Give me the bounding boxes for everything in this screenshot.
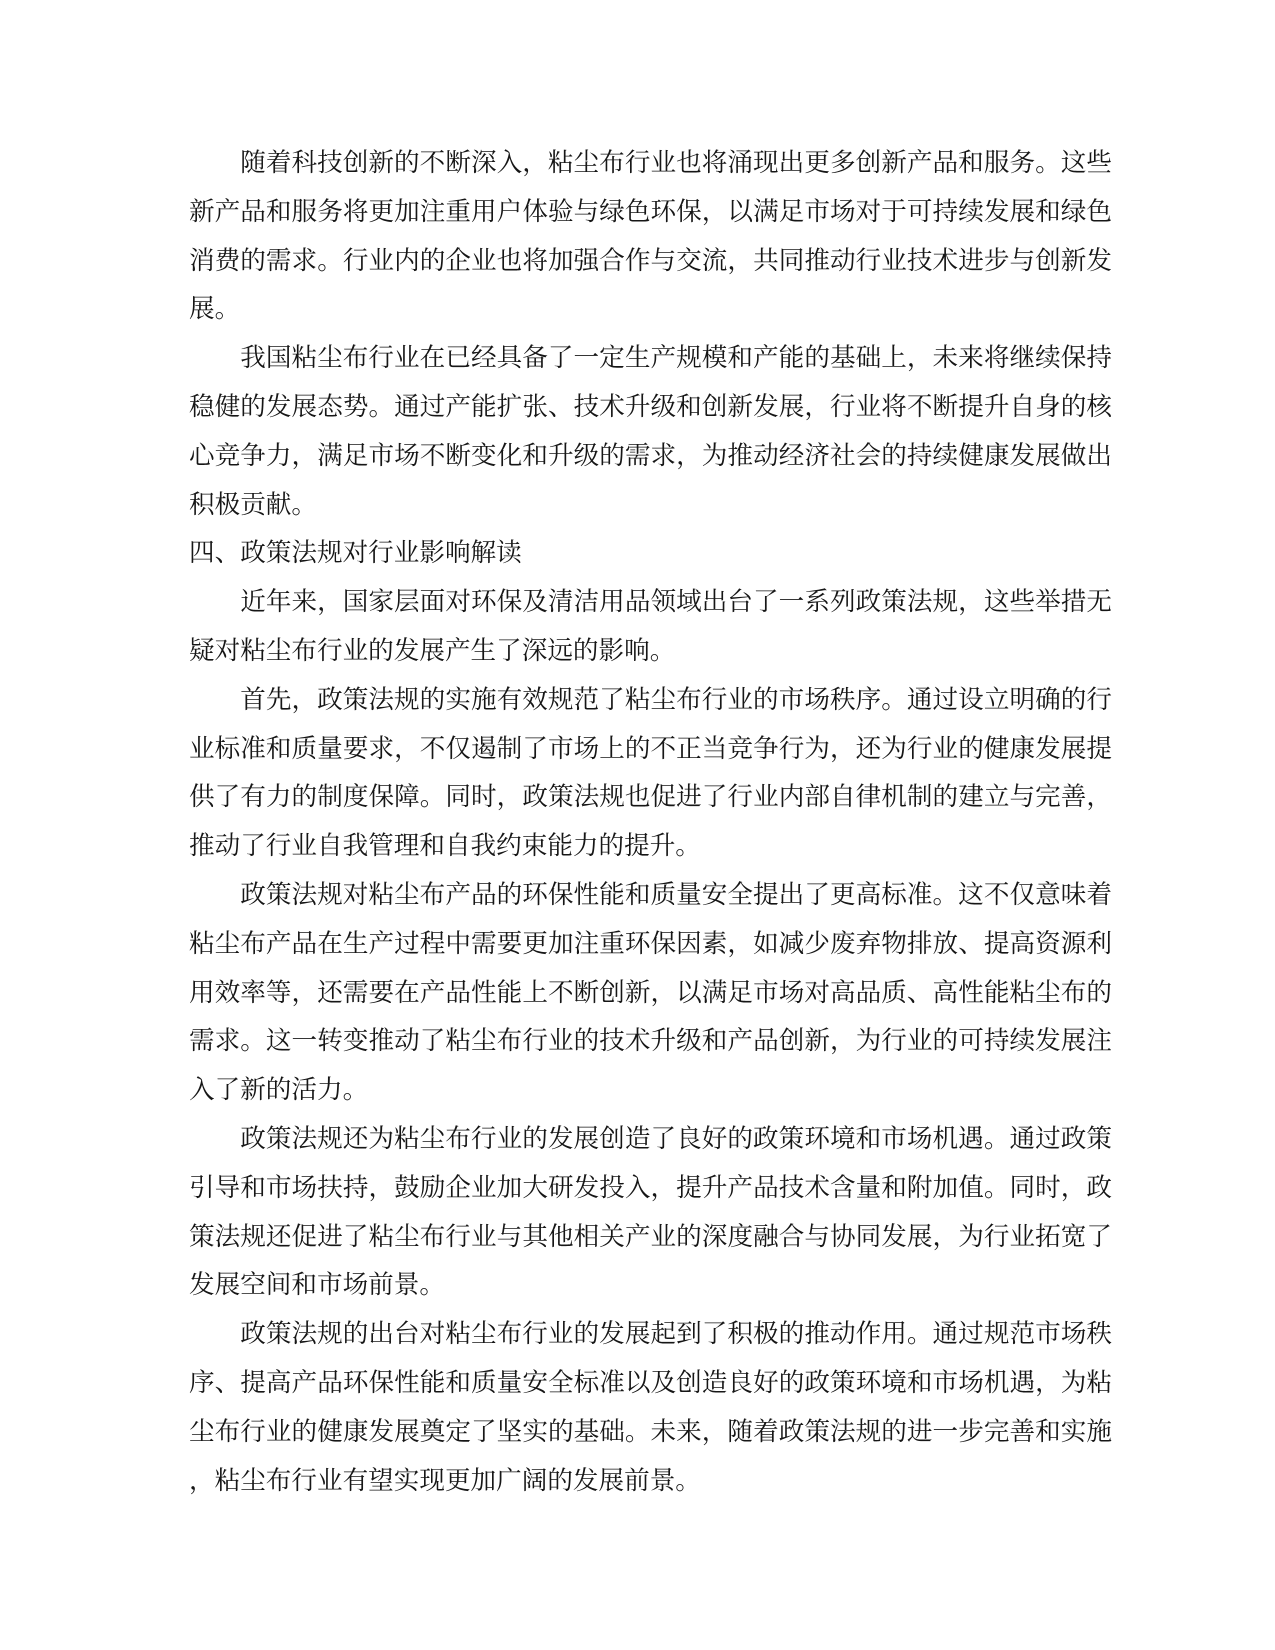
document-content (189, 139, 1112, 1505)
paragraph: 近年来，国家层面对环保及清洁用品领域出台了一系列政策法规，这些举措无疑对粘尘布行业的发展产生了深远的影响。 (189, 587, 1112, 665)
paragraph: 政策法规还为粘尘布行业的发展创造了良好的政策环境和市场机遇。通过政策引导和市场扶持，鼓励企业加大研发投入，提升产品技术含量和附加值。同时，政策法规还促进了粘尘布行业与其他相关产业的深度融合与协同发展，为行业拓宽了发展空间和市场前景。 (189, 1123, 1112, 1300)
paragraph: 随着科技创新的不断深入，粘尘布行业也将涌现出更多创新产品和服务。这些新产品和服务将更加注重用户体验与绿色环保，以满足市场对于可持续发展和绿色消费的需求。行业内的企业也将加强合作与交流，共同推动行业技术进步与创新发展。 (189, 148, 1112, 324)
section-heading: 四、政策法规对行业影响解读 (189, 538, 522, 568)
paragraph: 首先，政策法规的实施有效规范了粘尘布行业的市场秩序。通过设立明确的行业标准和质量要求，不仅遏制了市场上的不正当竞争行为，还为行业的健康发展提供了有力的制度保障。同时，政策法规也促进了行业内部自律机制的建立与完善，推动了行业自我管理和自我约束能力的提升。 (189, 684, 1112, 861)
paragraph: 我国粘尘布行业在已经具备了一定生产规模和产能的基础上，未来将继续保持稳健的发展态势。通过产能扩张、技术升级和创新发展，行业将不断提升自身的核心竞争力，满足市场不断变化和升级的需求，为推动经济社会的持续健康发展做出积极贡献。 (189, 343, 1112, 519)
paragraph: 政策法规对粘尘布产品的环保性能和质量安全提出了更高标准。这不仅意味着粘尘布产品在生产过程中需要更加注重环保因素，如减少废弃物排放、提高资源利用效率等，还需要在产品性能上不断创新，以满足市场对高品质、高性能粘尘布的需求。这一转变推动了粘尘布行业的技术升级和产品创新，为行业的可持续发展注入了新的活力。 (189, 879, 1112, 1105)
paragraph: 政策法规的出台对粘尘布行业的发展起到了积极的推动作用。通过规范市场秩序、提高产品环保性能和质量安全标准以及创造良好的政策环境和市场机遇，为粘尘布行业的健康发展奠定了坚实的基础。未来，随着政策法规的进一步完善和实施，粘尘布行业有望实现更加广阔的发展前景。 (189, 1319, 1112, 1495)
